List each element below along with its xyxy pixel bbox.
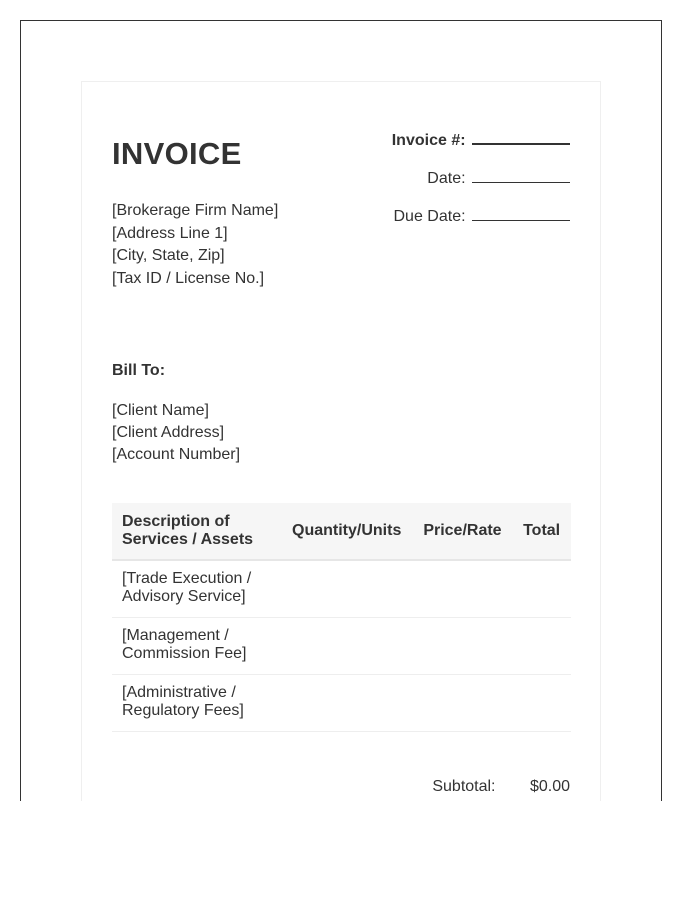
row-price [413,560,513,618]
invoice-title: INVOICE [112,136,242,171]
header-total: Total [513,503,571,560]
date-blank [472,167,570,183]
invoice-number-blank [472,128,570,145]
subtotal-label: Subtotal: [432,778,496,795]
row-quantity [282,560,413,618]
firm-city-state-zip: [City, State, Zip] [112,247,225,264]
invoice-sheet [81,81,601,801]
firm-name: [Brokerage Firm Name] [112,202,279,219]
bill-to-heading: Bill To: [112,362,166,379]
invoice-number-row [392,128,570,167]
client-address: [Client Address] [112,424,225,441]
table-header-row [112,503,571,560]
row-description: [Management / Commission Fee] [112,618,282,675]
subtotal-row [432,778,570,796]
row-total [513,618,571,675]
row-description: [Administrative / Regulatory Fees] [112,675,282,732]
row-quantity [282,675,413,732]
row-quantity [282,618,413,675]
due-date-blank [472,205,570,221]
client-account-number: [Account Number] [112,446,241,463]
row-total [513,675,571,732]
header-quantity: Quantity/Units [282,503,413,560]
header-price: Price/Rate [413,503,513,560]
line-items-table [112,503,571,732]
firm-address-block [112,200,278,290]
header-description: Description of Services / Assets [112,503,282,560]
date-row [392,167,570,206]
subtotal-value: $0.00 [529,778,570,795]
firm-address-line: [Address Line 1] [112,224,228,242]
bill-to-block [112,400,240,466]
row-total [513,560,571,618]
date-label: Date: [427,169,466,187]
row-description: [Trade Execution / Advisory Service] [112,560,282,618]
client-name: [Client Name] [112,402,209,419]
invoice-meta [392,128,570,244]
row-price [413,675,513,732]
table-row [112,618,571,675]
row-price [413,618,513,675]
due-date-row [392,205,570,244]
invoice-number-label: Invoice #: [391,132,466,149]
table-row [112,560,571,618]
due-date-label: Due Date: [393,208,466,225]
table-row [112,675,571,732]
document-viewport [20,20,662,801]
firm-tax-id: [Tax ID / License No.] [112,269,265,287]
